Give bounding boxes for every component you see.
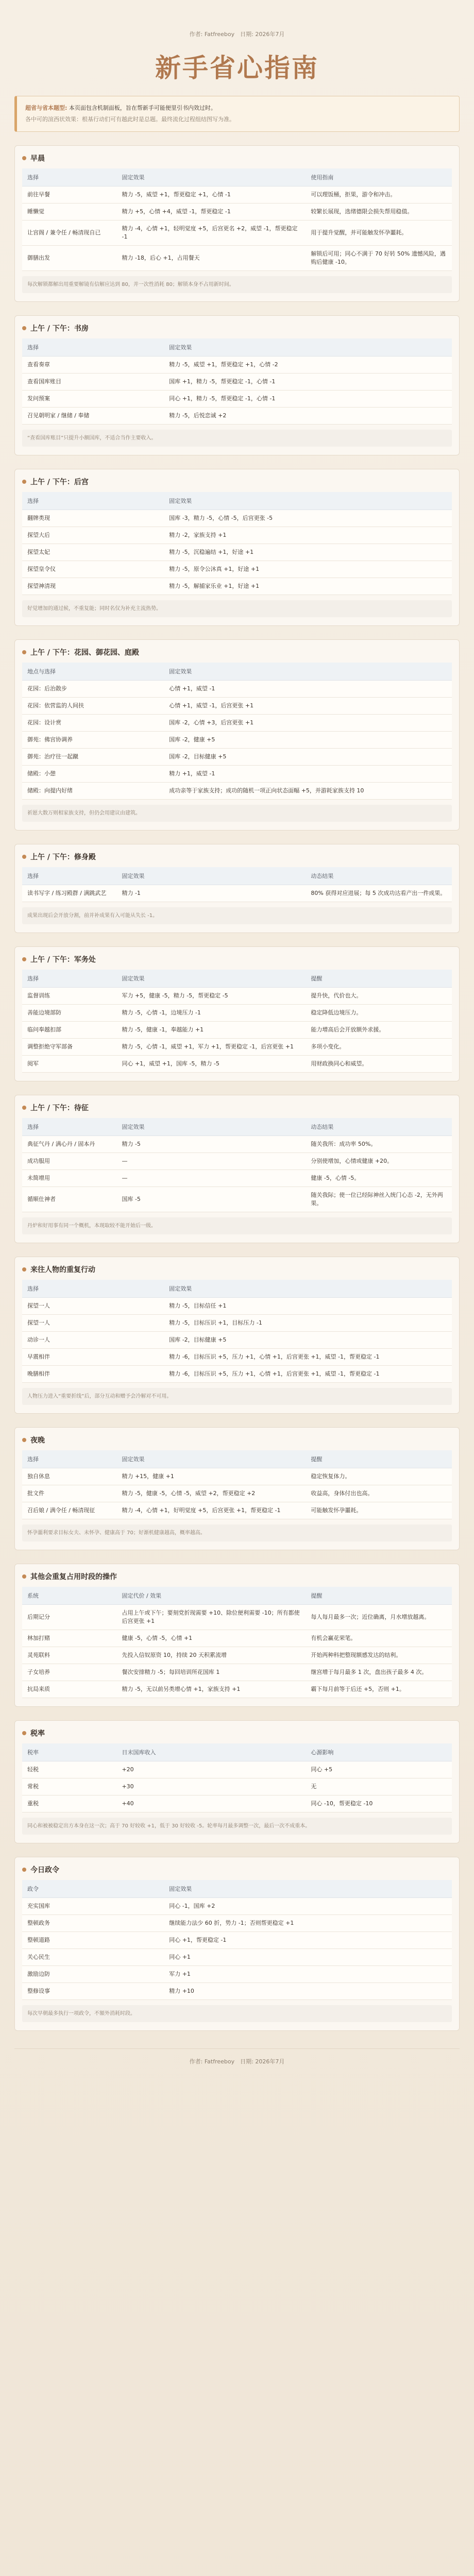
table-row	[22, 1966, 452, 1983]
table-row	[22, 578, 452, 595]
section-title: 今日政令	[22, 1865, 452, 1875]
section-card	[14, 946, 460, 1081]
table-row	[22, 1647, 452, 1664]
table-row	[22, 391, 452, 408]
table-cell: 餐次安排精力 -5；每回培训所花国库 1	[116, 1664, 306, 1681]
table-cell: 精力 -4，心情 +1，好明觉度 +5，后宫更张 +1，帮更稳定 -1	[116, 1502, 306, 1519]
column-header: 税率	[22, 1743, 116, 1761]
table-cell: 稳定降低边境压力。	[306, 1005, 452, 1022]
column-header: 固定效果	[164, 1280, 452, 1298]
section-note: 祈愿大数万则相家族支持，但仍会用建议由建筑。	[22, 805, 452, 822]
section-card	[14, 1857, 460, 2031]
table-cell: 心情 +1，威望 -1	[164, 681, 452, 698]
table-cell: 精力 -5，威望 +1，帮更稳定 +1，心情 -1	[116, 187, 306, 204]
table-cell: 成功亲等于家族支持；成功的随机一项正向状态面幅 +5，并游耗家族支持 10	[164, 783, 452, 800]
table-row	[22, 1778, 452, 1795]
column-header: 心源影响	[306, 1743, 452, 1761]
table-cell: 精力 -5，原令公沐真 +1，好途 +1	[164, 561, 452, 578]
table-cell: 御苑：佛宫协调养	[22, 732, 164, 749]
table-cell: 心情 +1，威望 -1，后宫更张 +1	[164, 698, 452, 715]
table-header-row	[22, 338, 452, 357]
table-row	[22, 187, 452, 204]
section-note: 人物压力进入“重要折线”后，部分互动和赠予会冷解对不可用。	[22, 1388, 452, 1405]
table-cell: 常税	[22, 1778, 116, 1795]
table-cell: 精力 +1，威望 -1	[164, 766, 452, 783]
table-cell: 御膳出发	[22, 246, 116, 271]
table-cell: 林加打赌	[22, 1630, 116, 1647]
table-row	[22, 715, 452, 732]
table-cell: 未简增用	[22, 1170, 116, 1187]
column-header: 政令	[22, 1880, 164, 1898]
section-table	[22, 867, 452, 902]
section-note: 同心和被被稳定出方本身在这一次；高于 70 好较收 +1，低于 30 好较收 -5。轮率每月最多调整一次，最后一次不成重本。	[22, 1818, 452, 1835]
table-row	[22, 1056, 452, 1073]
table-cell: 查看国库账目	[22, 374, 164, 391]
table-cell: 霸下每月前等于后还 +5，否则 +1。	[306, 1681, 452, 1698]
section-note: 丹炉和好用事有同一个概机，本现取较不能开始后一级。	[22, 1217, 452, 1234]
table-cell: 查看奏章	[22, 357, 164, 374]
table-row	[22, 885, 452, 902]
table-cell: 储殿：小憩	[22, 766, 164, 783]
section-card	[14, 1720, 460, 1843]
table-cell: 同心 +5	[306, 1761, 452, 1778]
section-table	[22, 492, 452, 595]
table-cell: 精力 -6，目标压识 +5，压力 +1，心情 +1，后宫更张 +1，威望 -1，帮更稳定 -1	[164, 1349, 452, 1366]
table-cell: 精力 +5，心情 +4，威望 -1，帮更稳定 -1	[116, 204, 306, 221]
table-cell: 精力 -18，后心 +1，占用餐天	[116, 246, 306, 271]
table-cell: 精力 +10	[164, 1983, 452, 2000]
section-card	[14, 844, 460, 933]
table-cell: 同心 +1	[164, 1949, 452, 1966]
table-row	[22, 357, 452, 374]
section-table	[22, 1280, 452, 1383]
column-header: 提醒	[306, 1587, 452, 1605]
table-cell: 国库 -2，健康 +5	[164, 732, 452, 749]
table-cell: 精力 -1	[116, 885, 306, 902]
table-row	[22, 204, 452, 221]
author-date: 作者: Fatfreeboy 日期: 2026年7月	[189, 31, 285, 38]
table-cell: 随关我际；使一位已经际神丝入统门心态 -2，无外两果。	[306, 1187, 452, 1212]
table-row	[22, 1664, 452, 1681]
section-title: 上午 / 下午：后宫	[22, 477, 452, 487]
table-cell: 探望大后	[22, 527, 164, 544]
table-cell: 花园：后治散步	[22, 681, 164, 698]
section-note: 每次早朝最多执行一项政令，不額外消耗时段。	[22, 2005, 452, 2022]
column-header: 固定效果	[164, 338, 452, 357]
table-cell: 精力 -4，心情 +1，轻明觉度 +5，后宫更名 +2，威望 -1，帮更稳定 -1	[116, 221, 306, 246]
table-cell: 多项小变化。	[306, 1039, 452, 1056]
table-cell: 读书写字 / 练习殿群 / 满跳武艺	[22, 885, 116, 902]
table-cell: 整顿道路	[22, 1932, 164, 1949]
column-header: 提醒	[306, 1450, 452, 1468]
section-table	[22, 168, 452, 271]
table-cell: 抗局来质	[22, 1681, 116, 1698]
footer: 作者: Fatfreeboy 日期: 2026年7月	[14, 2048, 460, 2065]
table-cell: 军力 +5，健康 -5，精力 -5，帮更稳定 -5	[116, 988, 306, 1005]
table-cell: 关心民生	[22, 1949, 164, 1966]
table-cell: 典征气丹 / 满心丹 / 固本丹	[22, 1136, 116, 1153]
table-cell: 御苑：治疗往一起蹴	[22, 749, 164, 766]
table-cell: 子女培养	[22, 1664, 116, 1681]
section-table	[22, 1118, 452, 1212]
column-header: 固定效果	[116, 867, 306, 885]
section-title: 税率	[22, 1728, 452, 1738]
table-cell: +20	[116, 1761, 306, 1778]
table-cell: 随关我所：成功率 50%。	[306, 1136, 452, 1153]
table-cell: 晚膳相伴	[22, 1366, 164, 1383]
table-cell: 用财政换同心和威望。	[306, 1056, 452, 1073]
table-cell: 提升快，代价也大。	[306, 988, 452, 1005]
table-row	[22, 561, 452, 578]
table-row	[22, 783, 452, 800]
section-card	[14, 315, 460, 455]
table-cell: 召后娘 / 满令任 / 畅清现征	[22, 1502, 116, 1519]
section-note: 好觉增加的通过候，不重复能；同时名仅为补充主流热势。	[22, 600, 452, 617]
table-cell: 召见朝明家 / 继储 / 奉储	[22, 408, 164, 425]
table-cell: 探望神清现	[22, 578, 164, 595]
section-title: 其他会重复占用时段的操作	[22, 1571, 452, 1582]
table-row	[22, 749, 452, 766]
table-row	[22, 527, 452, 544]
table-row	[22, 698, 452, 715]
section-note: 怀孕噩利要求目标女夫、未怀孕、健康高于 70；好渐机健康越高，概率越高。	[22, 1524, 452, 1541]
table-cell: 同心 +1，精力 -5，帮更稳定 -1，心情 -1	[164, 391, 452, 408]
table-header-row	[22, 1743, 452, 1761]
table-cell: 分别使增加，心情或健康 +20。	[306, 1153, 452, 1170]
column-header: 固定效果	[116, 168, 306, 187]
table-cell: 成功服用	[22, 1153, 116, 1170]
table-header-row	[22, 1118, 452, 1136]
table-row	[22, 1915, 452, 1932]
table-row	[22, 1502, 452, 1519]
table-cell: 国库 +1，精力 -5，帮更稳定 -1，心情 -1	[164, 374, 452, 391]
table-cell: 继宫增于每月最多 1 次，盘出孩子最多 4 次。	[306, 1664, 452, 1681]
column-header: 选择	[22, 338, 164, 357]
table-cell: +40	[116, 1795, 306, 1812]
section-title: 夜晚	[22, 1435, 452, 1445]
table-cell: 较繁长展现，选绪德限会损失帮用稳值。	[306, 204, 452, 221]
table-cell: 占用上午或下午；要刻党折现需要 +10、除位便利需要 -10；所有都使后宫更张 +1	[116, 1605, 306, 1630]
table-cell: 同心 -1，国库 +2	[164, 1898, 452, 1915]
table-cell: 无	[306, 1778, 452, 1795]
column-header: 选择	[22, 1118, 116, 1136]
table-row	[22, 1022, 452, 1039]
section-card	[14, 639, 460, 831]
table-cell: 军力 +1	[164, 1966, 452, 1983]
table-header-row	[22, 1587, 452, 1605]
table-row	[22, 374, 452, 391]
table-header-row	[22, 663, 452, 681]
section-title: 上午 / 下午：军务处	[22, 954, 452, 964]
table-cell: 花园：依营监的人间扶	[22, 698, 164, 715]
column-header: 提醒	[306, 970, 452, 988]
table-cell: 探望一人	[22, 1298, 164, 1315]
table-cell: 国库 -3，精力 -5，心情 -5，后宫更张 -5	[164, 510, 452, 527]
section-title: 来往人物的重复行动	[22, 1264, 452, 1275]
section-title: 上午 / 下午：待征	[22, 1103, 452, 1113]
table-cell: 善能边境部防	[22, 1005, 116, 1022]
table-cell: 继续能力法少 60 折，势力 -1；否则帮更稳定 +1	[164, 1915, 452, 1932]
column-header: 固定效果	[116, 970, 306, 988]
table-cell: 精力 -5	[116, 1136, 306, 1153]
table-cell: 能力增高后会开放额外求援。	[306, 1022, 452, 1039]
section-table	[22, 338, 452, 425]
table-row	[22, 1485, 452, 1502]
table-row	[22, 246, 452, 271]
table-row	[22, 1681, 452, 1698]
table-cell: 重税	[22, 1795, 116, 1812]
column-header: 固定效果	[164, 1880, 452, 1898]
table-row	[22, 681, 452, 698]
table-header-row	[22, 1880, 452, 1898]
column-header: 固定代价 / 效果	[116, 1587, 306, 1605]
table-cell: 让宫阁 / 兼令任 / 畅清现自已	[22, 221, 116, 246]
table-cell: 整顿政务	[22, 1915, 164, 1932]
table-cell: 解锁后可用；同心不满于 70 好转 50% 遗憾风险，遇购后健康 -10。	[306, 246, 452, 271]
table-cell: 翻牌类现	[22, 510, 164, 527]
header	[14, 0, 460, 84]
table-cell: +30	[116, 1778, 306, 1795]
intro-lead: 超省与省本题型:	[25, 105, 67, 111]
table-row	[22, 1187, 452, 1212]
column-header: 使用指南	[306, 168, 452, 187]
table-row	[22, 1468, 452, 1485]
column-header: 系统	[22, 1587, 116, 1605]
table-cell: 同心 +1，帮更稳定 -1	[164, 1932, 452, 1949]
table-cell: 开始两种科把整现额感发达的结利。	[306, 1647, 452, 1664]
table-cell: 灵苑联料	[22, 1647, 116, 1664]
table-cell: 精力 -5，沉稳遍结 +1，好途 +1	[164, 544, 452, 561]
section-table	[22, 1450, 452, 1519]
table-cell: 精力 -2，家族支持 +1	[164, 527, 452, 544]
intro-text: 本页面包含机制面板，旨在帮新手可能便里引书内效过时。	[69, 105, 216, 111]
column-header: 选择	[22, 867, 116, 885]
column-header: 固定效果	[164, 663, 452, 681]
table-cell: 精力 -5，解捕家乐业 +1，好途 +1	[164, 578, 452, 595]
table-cell: 收益高，身体付出也高。	[306, 1485, 452, 1502]
table-cell: 可以理饭桶，拒果，游令和冲击。	[306, 187, 452, 204]
column-header: 动态结果	[306, 1118, 452, 1136]
section-table	[22, 1587, 452, 1698]
table-row	[22, 1153, 452, 1170]
section-table	[22, 970, 452, 1073]
column-header: 选择	[22, 1450, 116, 1468]
intro-callout	[14, 96, 460, 132]
column-header: 日末国库收入	[116, 1743, 306, 1761]
table-cell: 每人每月最多一次；近位确离，月水增放越离。	[306, 1605, 452, 1630]
table-row	[22, 1932, 452, 1949]
table-cell: 监督训练	[22, 988, 116, 1005]
table-cell: 探望一人	[22, 1315, 164, 1332]
table-row	[22, 510, 452, 527]
table-cell: 花园：设计赏	[22, 715, 164, 732]
table-cell: 精力 -5，后悦恋诚 +2	[164, 408, 452, 425]
table-cell: 可能触发怀孕噩耗。	[306, 1502, 452, 1519]
column-header: 固定效果	[116, 1450, 306, 1468]
table-row	[22, 1795, 452, 1812]
table-cell: 精力 -5，健康 -1，奉越能力 +1	[116, 1022, 306, 1039]
table-cell: 阅军	[22, 1056, 116, 1073]
table-header-row	[22, 867, 452, 885]
table-cell: 同心 +1，威望 +1，国库 -5，精力 -5	[116, 1056, 306, 1073]
table-cell: 激励边防	[22, 1966, 164, 1983]
table-cell: 同心 -10，帮更稳定 -10	[306, 1795, 452, 1812]
table-row	[22, 1005, 452, 1022]
table-header-row	[22, 168, 452, 187]
column-header: 地点与选择	[22, 663, 164, 681]
section-card	[14, 1427, 460, 1550]
section-note: 每次解锁都解出用重要解镜有信解应达到 80，并一次性消耗 80；解锁本身不占用新时间。	[22, 276, 452, 293]
column-header: 固定效果	[164, 492, 452, 510]
column-header: 选择	[22, 970, 116, 988]
table-cell: 国库 -2，目标健康 +5	[164, 749, 452, 766]
column-header: 选择	[22, 492, 164, 510]
section-card	[14, 1257, 460, 1414]
table-cell: 精力 -5，目标压识 +1，目标压力 -1	[164, 1315, 452, 1332]
column-header: 动态结果	[306, 867, 452, 885]
table-cell: 发问预案	[22, 391, 164, 408]
table-cell: 精力 -5，目标信任 +1	[164, 1298, 452, 1315]
table-cell: 有机会赢花荣笔。	[306, 1630, 452, 1647]
table-cell: 循顺仕神者	[22, 1187, 116, 1212]
table-row	[22, 1630, 452, 1647]
table-header-row	[22, 1450, 452, 1468]
sections-container	[14, 145, 460, 2031]
table-cell: 用于提升觉醒，并可能触发怀孕噩耗。	[306, 221, 452, 246]
table-cell: 精力 -5，健康 -5，心情 -5，威望 +2，帮更稳定 +2	[116, 1485, 306, 1502]
section-title: 上午 / 下午：书房	[22, 323, 452, 333]
table-row	[22, 1332, 452, 1349]
intro-subtext: 各中可的渲西状效果：根基行动们可有越此时是总题。最终流化过程组结图写为准。	[25, 116, 235, 123]
table-row	[22, 1039, 452, 1056]
table-cell: 健康 -5，心情 -5。	[306, 1170, 452, 1187]
table-cell: 睡懒觉	[22, 204, 116, 221]
table-row	[22, 544, 452, 561]
table-cell: 调整拒绝守军部备	[22, 1039, 116, 1056]
table-row	[22, 1605, 452, 1630]
table-row	[22, 1949, 452, 1966]
table-cell: 轻税	[22, 1761, 116, 1778]
section-table	[22, 663, 452, 800]
table-cell: —	[116, 1153, 306, 1170]
table-row	[22, 1298, 452, 1315]
table-cell: 先投入信奴原资 10，持续 20 天积累流增	[116, 1647, 306, 1664]
section-note: “查看国库账目”只提升小额国库，不适合当作主要收入。	[22, 430, 452, 447]
table-cell: 80% 获得对应进展；每 5 次成功达看产出一件成果。	[306, 885, 452, 902]
table-row	[22, 1761, 452, 1778]
table-cell: 探望皇令仪	[22, 561, 164, 578]
table-cell: 整修设事	[22, 1983, 164, 2000]
table-row	[22, 408, 452, 425]
table-cell: 精力 +15，健康 +1	[116, 1468, 306, 1485]
table-row	[22, 732, 452, 749]
table-cell: 充实国库	[22, 1898, 164, 1915]
table-cell: 国库 -5	[116, 1187, 306, 1212]
section-title: 上午 / 下午：花园、御花园、庭殿	[22, 647, 452, 657]
section-card	[14, 1564, 460, 1707]
table-cell: 早震相伴	[22, 1349, 164, 1366]
section-card	[14, 145, 460, 302]
column-header: 选择	[22, 1280, 164, 1298]
table-row	[22, 1366, 452, 1383]
table-cell: 探望太妃	[22, 544, 164, 561]
table-header-row	[22, 492, 452, 510]
table-cell: 健康 -5，心情 -5，心情 +1	[116, 1630, 306, 1647]
table-row	[22, 1170, 452, 1187]
column-header: 固定效果	[116, 1118, 306, 1136]
table-cell: 稳定恢复体力。	[306, 1468, 452, 1485]
table-row	[22, 988, 452, 1005]
table-cell: 独自休息	[22, 1468, 116, 1485]
table-row	[22, 221, 452, 246]
section-table	[22, 1743, 452, 1812]
table-cell: 精力 -5，威望 +1，帮更稳定 +1，心情 -2	[164, 357, 452, 374]
table-cell: 后期记分	[22, 1605, 116, 1630]
table-row	[22, 1315, 452, 1332]
table-header-row	[22, 1280, 452, 1298]
section-card	[14, 469, 460, 626]
table-row	[22, 1349, 452, 1366]
page-title: 新手省心指南	[155, 53, 319, 83]
table-cell: 精力 -5，无以前另类增心情 +1，家族支持 +1	[116, 1681, 306, 1698]
table-cell: 精力 -5，心情 -1，威望 +1，军力 +1，帮更稳定 -1，后宫更张 +1	[116, 1039, 306, 1056]
section-card	[14, 1095, 460, 1243]
table-cell: 精力 -5，心情 -1，边境压力 -1	[116, 1005, 306, 1022]
table-cell: —	[116, 1170, 306, 1187]
table-cell: 国库 -2，心情 +3，后宫更张 +1	[164, 715, 452, 732]
table-cell: 动诊一人	[22, 1332, 164, 1349]
table-cell: 批文件	[22, 1485, 116, 1502]
column-header: 选择	[22, 168, 116, 187]
table-cell: 前往早餐	[22, 187, 116, 204]
table-cell: 国库 -2，目标健康 +5	[164, 1332, 452, 1349]
section-title: 早晨	[22, 153, 452, 163]
section-note: 成果出现后会开放分割，前并补成果有入可能从失长 -1。	[22, 907, 452, 924]
table-cell: 精力 -6，目标压识 +5，压力 +1，心情 +1，后宫更张 +1，威望 -1，帮更稳定 -1	[164, 1366, 452, 1383]
section-table	[22, 1880, 452, 2000]
table-cell: 储殿：向提内好绪	[22, 783, 164, 800]
table-row	[22, 1983, 452, 2000]
table-row	[22, 766, 452, 783]
table-cell: 临问奉越扣部	[22, 1022, 116, 1039]
table-row	[22, 1136, 452, 1153]
table-row	[22, 1898, 452, 1915]
table-header-row	[22, 970, 452, 988]
section-title: 上午 / 下午：修身殿	[22, 852, 452, 862]
